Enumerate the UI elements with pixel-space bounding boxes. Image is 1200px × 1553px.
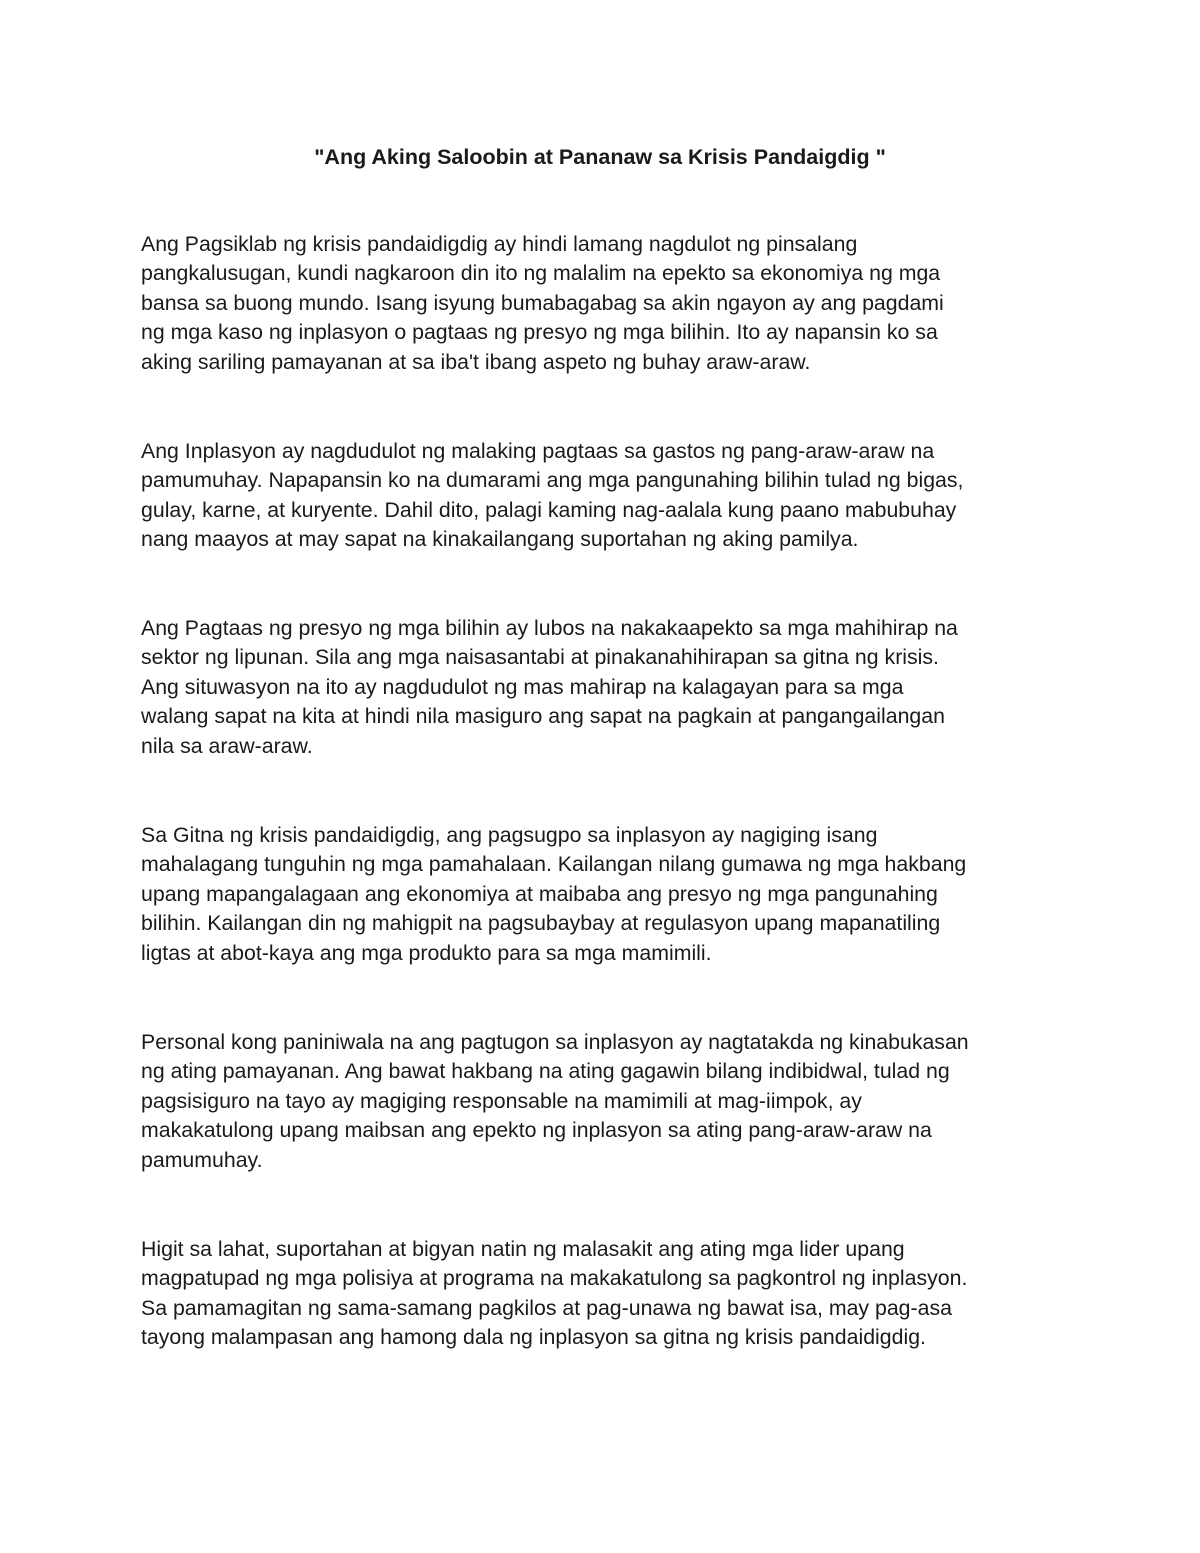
paragraph-4 <box>141 821 1071 968</box>
paragraph-line: Ang Pagtaas ng presyo ng mga bilihin ay lubos na nakakaapekto sa mga mahihirap na <box>141 616 958 640</box>
paragraph-line: bilihin. Kailangan din ng mahigpit na pagsubaybay at regulasyon upang mapanatiling <box>141 911 941 936</box>
paragraph-1 <box>141 230 1071 377</box>
paragraph-line: Sa Gitna ng krisis pandaidigdig, ang pagsugpo sa inplasyon ay nagiging isang <box>141 823 878 847</box>
paragraph-line: aking sariling pamayanan at sa iba't ibang aspeto ng buhay araw-araw. <box>141 349 811 374</box>
paragraph-line: magpatupad ng mga polisiya at programa na makakatulong sa pagkontrol ng inplasyon. <box>141 1266 968 1291</box>
paragraph-line: walang sapat na kita at hindi nila masiguro ang sapat na pagkain at pangangailangan <box>141 704 945 729</box>
paragraph-line: gulay, karne, at kuryente. Dahil dito, palagi kaming nag-aalala kung paano mabubuhay <box>141 497 957 522</box>
paragraph-6 <box>141 1235 1071 1353</box>
paragraph-line: Higit sa lahat, suportahan at bigyan natin ng malasakit ang ating mga lider upang <box>141 1237 905 1261</box>
paragraph-line: Personal kong paniniwala na ang pagtugon sa inplasyon ay nagtatakda ng kinabukasan <box>141 1030 969 1054</box>
paragraph-line: ng ating pamayanan. Ang bawat hakbang na ating gagawin bilang indibidwal, tulad ng <box>141 1059 950 1084</box>
paragraph-line: Ang situwasyon na ito ay nagdudulot ng mas mahirap na kalagayan para sa mga <box>141 674 904 699</box>
paragraph-line: pangkalusugan, kundi nagkaroon din ito ng malalim na epekto sa ekonomiya ng mga <box>141 261 941 286</box>
paragraph-line: Sa pamamagitan ng sama-samang pagkilos at pag-unawa ng bawat isa, may pag-asa <box>141 1295 952 1320</box>
paragraph-line: pagsisiguro na tayo ay magiging responsable na mamimili at mag-iimpok, ay <box>141 1088 862 1113</box>
paragraph-line: makakatulong upang maibsan ang epekto ng inplasyon sa ating pang-araw-araw na <box>141 1118 932 1143</box>
paragraph-3 <box>141 614 1071 761</box>
paragraph-5 <box>141 1028 1071 1175</box>
document-title: "Ang Aking Saloobin at Pananaw sa Krisis Pandaigdig " <box>314 145 886 169</box>
paragraph-line: sektor ng lipunan. Sila ang mga naisasantabi at pinakanahihirapan sa gitna ng krisis. <box>141 645 939 670</box>
paragraph-line: Ang Pagsiklab ng krisis pandaidigdig ay hindi lamang nagdulot ng pinsalang <box>141 232 858 256</box>
paragraph-line: pamumuhay. <box>141 1147 263 1172</box>
paragraph-line: tayong malampasan ang hamong dala ng inplasyon sa gitna ng krisis pandaidigdig. <box>141 1325 926 1350</box>
paragraph-line: pamumuhay. Napapansin ko na dumarami ang mga pangunahing bilihin tulad ng bigas, <box>141 468 964 493</box>
paragraph-line: bansa sa buong mundo. Isang isyung bumabagabag sa akin ngayon ay ang pagdami <box>141 290 944 315</box>
paragraph-2 <box>141 437 1071 555</box>
paragraph-line: upang mapangalagaan ang ekonomiya at maibaba ang presyo ng mga pangunahing <box>141 881 938 906</box>
paragraph-line: nang maayos at may sapat na kinakailangang suportahan ng aking pamilya. <box>141 527 859 552</box>
paragraph-line: nila sa araw-araw. <box>141 733 313 758</box>
paragraph-line: ng mga kaso ng inplasyon o pagtaas ng presyo ng mga bilihin. Ito ay napansin ko sa <box>141 320 938 345</box>
paragraph-line: mahalagang tunguhin ng mga pamahalaan. Kailangan nilang gumawa ng mga hakbang <box>141 852 967 877</box>
paragraph-line: ligtas at abot-kaya ang mga produkto para sa mga mamimili. <box>141 940 712 965</box>
paragraph-line: Ang Inplasyon ay nagdudulot ng malaking pagtaas sa gastos ng pang-araw-araw na <box>141 439 935 463</box>
